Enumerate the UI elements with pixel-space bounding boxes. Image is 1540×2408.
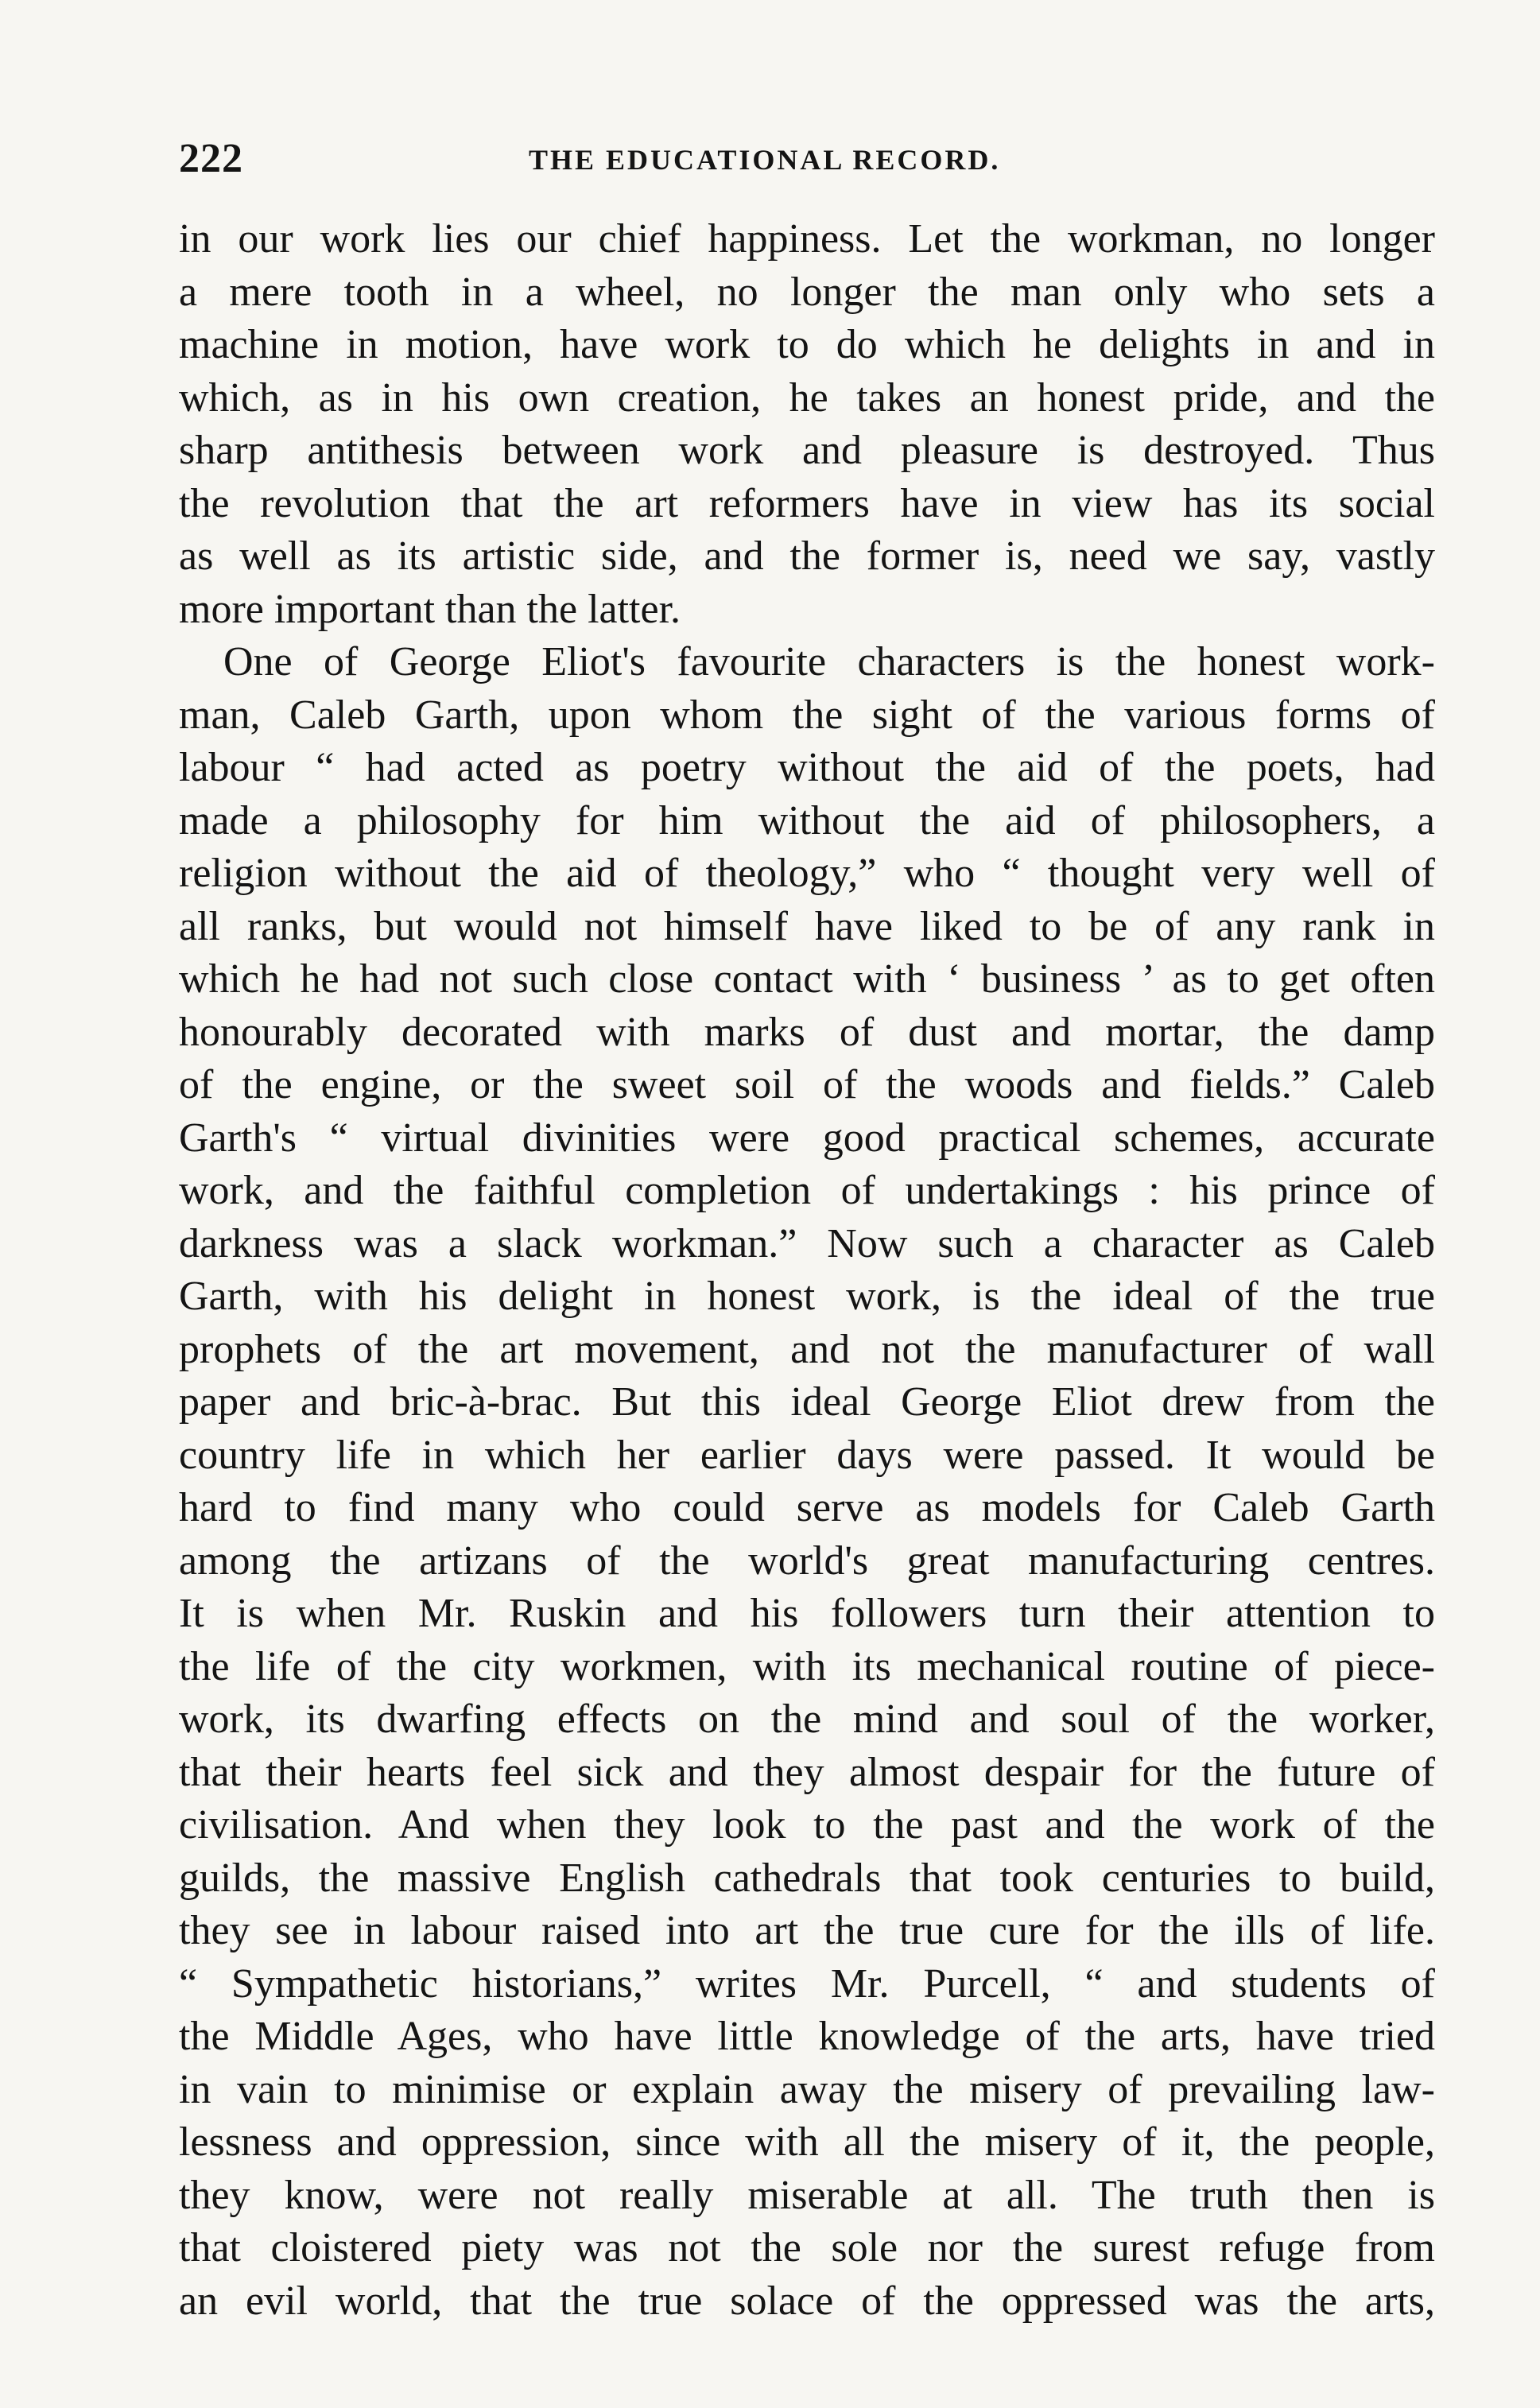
text-line: prophets of the art movement, and not the manufacturer of wall bbox=[179, 1326, 1435, 1372]
page-header bbox=[179, 135, 1435, 191]
running-title: THE EDUCATIONAL RECORD. bbox=[529, 144, 1001, 176]
text-line: a mere tooth in a wheel, no longer the man only who sets a bbox=[179, 269, 1435, 315]
text-line: “ Sympathetic historians,” writes Mr. Purcell, “ and students of bbox=[179, 1960, 1435, 2007]
text-line: lessness and oppression, since with all the misery of it, the people, bbox=[179, 2119, 1435, 2165]
text-line: sharp antithesis between work and pleasure is destroyed. Thus bbox=[179, 428, 1435, 473]
text-line: of the engine, or the sweet soil of the woods and fields.” Caleb bbox=[179, 1062, 1435, 1107]
text-line: an evil world, that the true solace of the oppressed was the arts, bbox=[179, 2278, 1435, 2324]
text-line: they see in labour raised into art the true cure for the ills of life. bbox=[179, 1908, 1435, 1953]
text-line: in vain to minimise or explain away the misery of prevailing law- bbox=[179, 2066, 1435, 2112]
text-line: work, its dwarfing effects on the mind and soul of the worker, bbox=[179, 1696, 1435, 1742]
text-line: darkness was a slack workman.” Now such a character as Caleb bbox=[179, 1220, 1435, 1266]
text-line: man, Caleb Garth, upon whom the sight of the various forms of bbox=[179, 692, 1435, 738]
text-line: the Middle Ages, who have little knowledge of the arts, have tried bbox=[179, 2014, 1435, 2059]
text-line: paper and bric-à-brac. But this ideal George Eliot drew from the bbox=[179, 1379, 1435, 1425]
text-line: Garth, with his delight in honest work, is the ideal of the true bbox=[179, 1274, 1435, 1319]
text-line: more important than the latter. bbox=[179, 586, 681, 632]
text-line: labour “ had acted as poetry without the aid of the poets, had bbox=[179, 745, 1435, 790]
text-line: the life of the city workmen, with its mechanical routine of piece- bbox=[179, 1643, 1435, 1689]
page-number: 222 bbox=[179, 136, 243, 181]
text-line: It is when Mr. Ruskin and his followers turn their attention to bbox=[179, 1591, 1435, 1636]
body-text bbox=[179, 213, 1435, 2328]
text-line: country life in which her earlier days were passed. It would be bbox=[179, 1432, 1435, 1478]
text-line: which he had not such close contact with ‘ business ’ as to get often bbox=[179, 956, 1435, 1002]
text-line: that cloistered piety was not the sole nor the surest refuge from bbox=[179, 2225, 1435, 2270]
text-line: religion without the aid of theology,” who “ thought very well of bbox=[179, 851, 1435, 896]
text-line: machine in motion, have work to do which he delights in and in bbox=[179, 322, 1435, 367]
text-line: Garth's “ virtual divinities were good practical schemes, accurate bbox=[179, 1115, 1435, 1161]
text-line: that their hearts feel sick and they almost despair for the future of bbox=[179, 1749, 1435, 1795]
text-line: civilisation. And when they look to the past and the work of the bbox=[179, 1802, 1435, 1848]
text-line: honourably decorated with marks of dust and mortar, the damp bbox=[179, 1009, 1435, 1055]
text-line: work, and the faithful completion of undertakings : his prince of bbox=[179, 1168, 1435, 1213]
text-line: they know, were not really miserable at all. The truth then is bbox=[179, 2172, 1435, 2218]
text-line: as well as its artistic side, and the former is, need we say, vastly bbox=[179, 533, 1435, 579]
text-line: in our work lies our chief happiness. Let the workman, no longer bbox=[179, 216, 1435, 262]
text-line: hard to find many who could serve as models for Caleb Garth bbox=[179, 1485, 1435, 1530]
text-line: which, as in his own creation, he takes an honest pride, and the bbox=[179, 374, 1435, 421]
text-line: made a philosophy for him without the aid of philosophers, a bbox=[179, 797, 1435, 843]
text-line: the revolution that the art reformers have in view has its social bbox=[179, 480, 1435, 526]
text-line: all ranks, but would not himself have liked to be of any rank in bbox=[179, 903, 1435, 949]
text-line: One of George Eliot's favourite characters is the honest work- bbox=[223, 639, 1435, 684]
text-line: among the artizans of the world's great manufacturing centres. bbox=[179, 1537, 1435, 1584]
text-line: guilds, the massive English cathedrals that took centuries to build, bbox=[179, 1855, 1435, 1901]
